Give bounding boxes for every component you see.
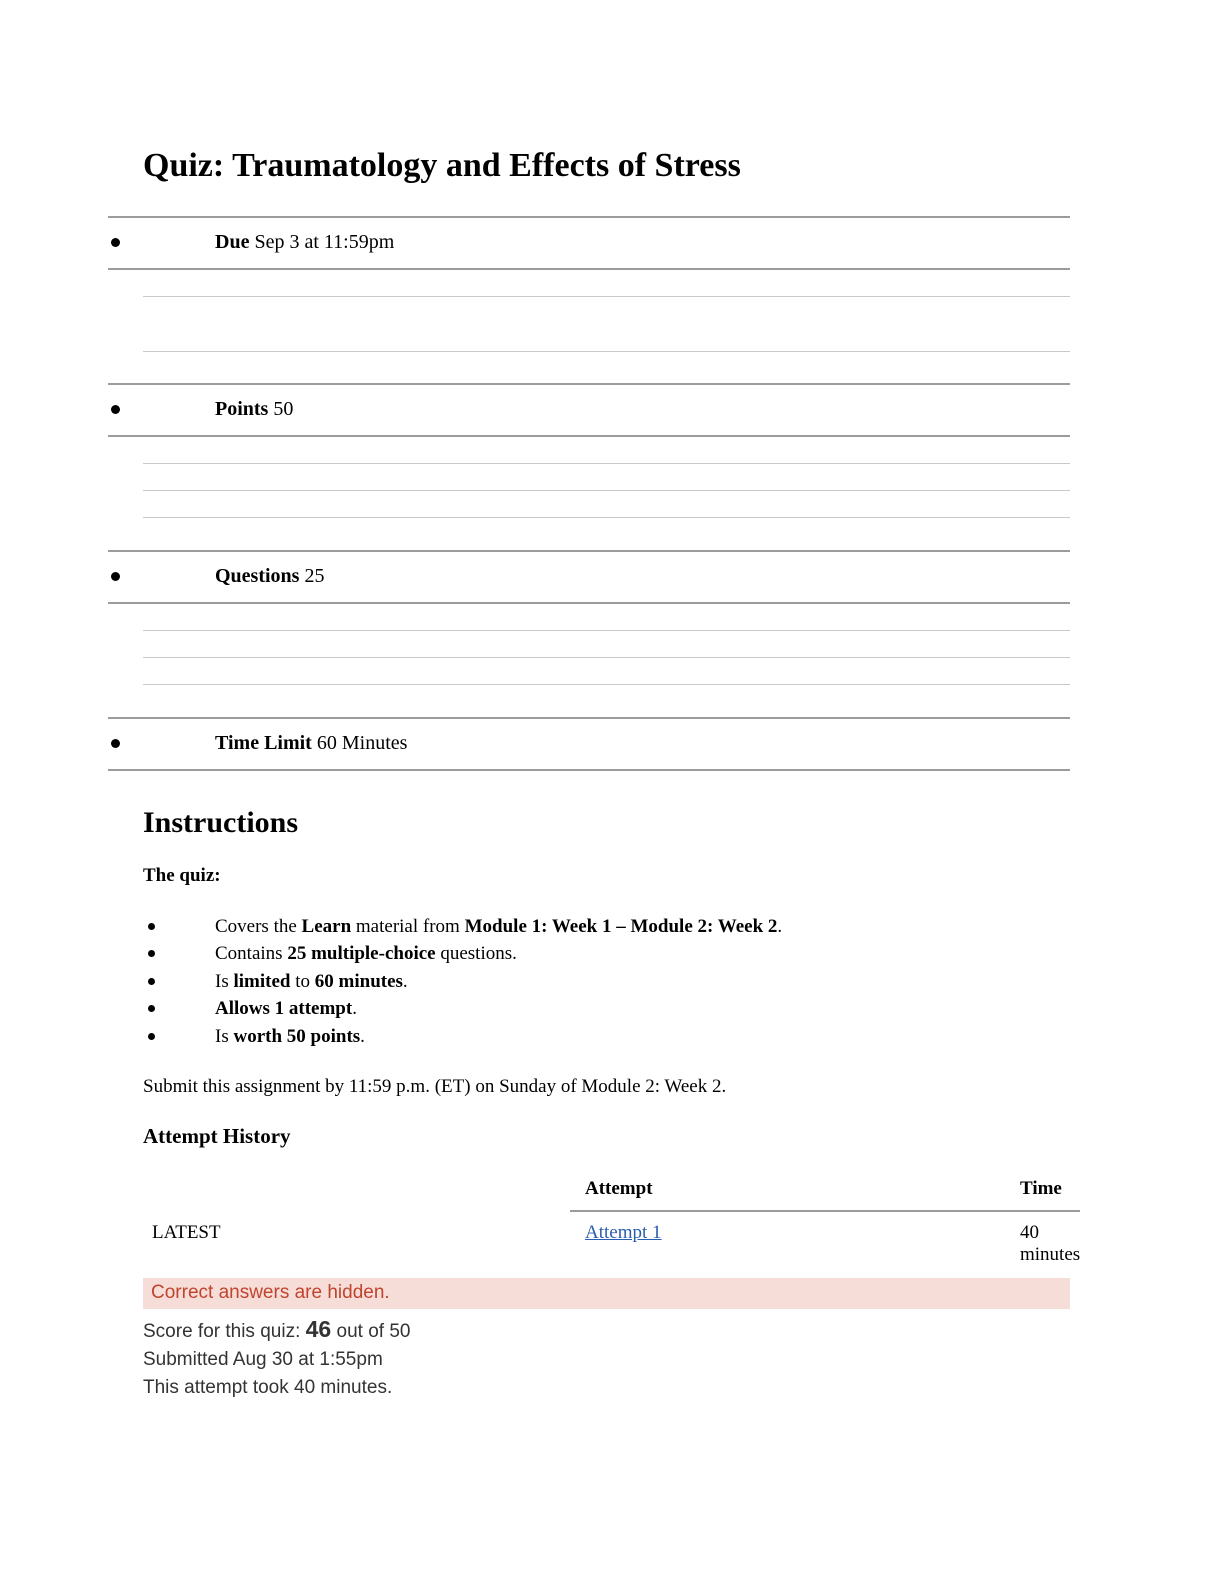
detail-text	[215, 398, 293, 421]
detail-points	[108, 383, 1070, 550]
detail-text	[215, 732, 407, 755]
empty-rows	[108, 437, 1070, 550]
list-item	[143, 968, 1070, 996]
text-segment: Module 1: Week 1 – Module 2: Week 2	[464, 915, 778, 937]
empty-rows	[108, 604, 1070, 717]
quiz-details	[108, 216, 1070, 771]
divider	[143, 463, 1070, 464]
text-segment: Allows 1 attempt	[215, 998, 353, 1020]
score-value: 46	[305, 1316, 332, 1343]
bullet-icon	[148, 978, 155, 985]
detail-value: 25	[304, 565, 325, 588]
detail-label: Due	[215, 231, 250, 254]
bullet-icon	[148, 923, 155, 930]
detail-due	[108, 216, 1070, 383]
list-item	[143, 913, 1070, 941]
list-item	[143, 995, 1070, 1023]
text-segment: Is	[215, 1025, 234, 1047]
text-segment: Is	[215, 970, 234, 992]
text-segment: 25 multiple-choice	[287, 943, 436, 965]
score-line	[143, 1315, 1070, 1346]
text-segment: Contains	[215, 943, 288, 965]
bullet-icon	[111, 739, 120, 748]
text-segment: to	[290, 970, 315, 992]
detail-label: Points	[215, 398, 269, 421]
detail-row	[108, 719, 1070, 769]
divider	[143, 490, 1070, 491]
text-segment: worth 50 points	[233, 1025, 361, 1047]
text-segment: .	[777, 915, 783, 937]
divider	[143, 657, 1070, 658]
divider	[143, 296, 1070, 297]
detail-label: Questions	[215, 565, 300, 588]
attempt-history-heading: Attempt History	[143, 1124, 291, 1149]
detail-row	[108, 218, 1070, 268]
divider	[108, 769, 1070, 771]
detail-row	[108, 385, 1070, 435]
text-segment: material from	[351, 915, 465, 937]
divider	[143, 351, 1070, 352]
text-segment: questions.	[435, 943, 517, 965]
text-segment: .	[352, 998, 357, 1020]
text-segment: Covers the	[215, 915, 302, 937]
page-title: Quiz: Traumatology and Effects of Stress	[143, 147, 741, 184]
attempt-row-attempt	[570, 1212, 1005, 1274]
quiz-result-summary	[143, 1315, 1070, 1402]
attempt-history-table	[143, 1170, 1081, 1274]
list-item	[143, 1023, 1070, 1051]
submit-note: Submit this assignment by 11:59 p.m. (ET) on Sunday of Module 2: Week 2.	[143, 1076, 727, 1098]
text-segment: 60 minutes	[314, 970, 403, 992]
detail-questions	[108, 550, 1070, 717]
instructions-heading: Instructions	[143, 805, 299, 839]
list-item	[143, 940, 1070, 968]
divider	[143, 684, 1070, 685]
detail-value: Sep 3 at 11:59pm	[254, 231, 395, 254]
text-segment: .	[360, 1025, 365, 1047]
detail-text	[215, 231, 394, 254]
detail-value: 50	[273, 398, 294, 421]
detail-text	[215, 565, 324, 588]
attempt-row-time: 40 minutes	[1020, 1222, 1081, 1266]
bullet-icon	[111, 238, 120, 247]
detail-label: Time Limit	[215, 732, 312, 755]
text-segment: .	[402, 970, 408, 992]
bullet-icon	[148, 1005, 155, 1012]
detail-value: 60 Minutes	[316, 732, 408, 755]
detail-row	[108, 552, 1070, 602]
empty-rows	[108, 270, 1070, 383]
attempt-1-link[interactable]: Attempt 1	[585, 1222, 662, 1244]
detail-time-limit	[108, 717, 1070, 771]
correct-answers-hidden-notice: Correct answers are hidden.	[143, 1278, 1070, 1309]
bullet-icon	[148, 1033, 155, 1040]
instructions-intro: The quiz:	[143, 864, 221, 886]
text-segment: limited	[233, 970, 291, 992]
bullet-icon	[111, 572, 120, 581]
divider	[143, 517, 1070, 518]
duration-line: This attempt took 40 minutes.	[143, 1377, 393, 1399]
attempt-row-label: LATEST	[152, 1222, 221, 1244]
score-suffix: out of 50	[336, 1321, 411, 1343]
bullet-icon	[111, 405, 120, 414]
bullet-icon	[148, 950, 155, 957]
column-header-blank	[143, 1170, 570, 1212]
score-prefix: Score for this quiz:	[143, 1321, 301, 1343]
instructions-list	[143, 913, 1070, 1051]
text-segment: Learn	[301, 915, 352, 937]
column-header-time: Time	[1005, 1170, 1080, 1212]
column-header-attempt: Attempt	[570, 1170, 1005, 1212]
submitted-line: Submitted Aug 30 at 1:55pm	[143, 1349, 383, 1371]
divider	[143, 630, 1070, 631]
